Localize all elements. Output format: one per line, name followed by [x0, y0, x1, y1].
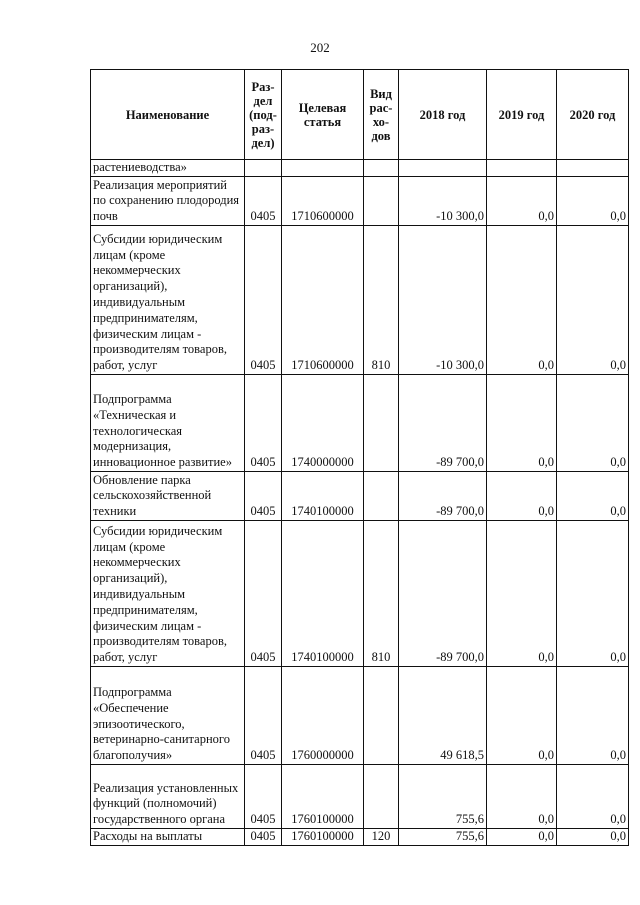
row-2020: 0,0: [557, 667, 629, 765]
row-2019: [487, 160, 557, 177]
row-2020: 0,0: [557, 472, 629, 521]
row-2020: 0,0: [557, 765, 629, 829]
row-target: 1760100000: [282, 765, 364, 829]
row-2018: [399, 160, 487, 177]
row-expense-type: [364, 375, 399, 472]
row-target: 1740100000: [282, 472, 364, 521]
header-2018: 2018 год: [399, 70, 487, 160]
table-row: [91, 829, 629, 846]
row-target: 1710600000: [282, 177, 364, 226]
row-expense-type: 810: [364, 226, 399, 375]
row-target: [282, 160, 364, 177]
table-row: [91, 160, 629, 177]
row-section: 0405: [245, 472, 282, 521]
row-section: 0405: [245, 667, 282, 765]
row-2018: -89 700,0: [399, 472, 487, 521]
header-name: Наименование: [91, 70, 245, 160]
header-expense-type: Вид рас- хо- дов: [364, 70, 399, 160]
row-2020: 0,0: [557, 177, 629, 226]
row-2019: 0,0: [487, 829, 557, 846]
row-2019: 0,0: [487, 667, 557, 765]
row-2019: 0,0: [487, 765, 557, 829]
row-2020: 0,0: [557, 226, 629, 375]
row-expense-type: [364, 160, 399, 177]
row-name: Реализация мероприятий по сохранению плодородия почв: [91, 177, 245, 226]
row-2018: -89 700,0: [399, 521, 487, 667]
table-header-row: [91, 70, 629, 160]
row-target: 1710600000: [282, 226, 364, 375]
row-2020: [557, 160, 629, 177]
row-2019: 0,0: [487, 521, 557, 667]
row-expense-type: [364, 667, 399, 765]
table-row: [91, 667, 629, 765]
row-name: Подпрограмма «Техническая и технологическая модернизация, инновационное развитие»: [91, 375, 245, 472]
table-row: [91, 177, 629, 226]
header-2020: 2020 год: [557, 70, 629, 160]
row-expense-type: 120: [364, 829, 399, 846]
row-target: 1760000000: [282, 667, 364, 765]
row-expense-type: [364, 765, 399, 829]
page-number: 202: [310, 40, 330, 55]
header-target: Целевая статья: [282, 70, 364, 160]
row-name: Обновление парка сельскохозяйственной техники: [91, 472, 245, 521]
row-2019: 0,0: [487, 226, 557, 375]
row-section: [245, 160, 282, 177]
row-2018: -10 300,0: [399, 177, 487, 226]
row-2020: 0,0: [557, 829, 629, 846]
row-2018: -10 300,0: [399, 226, 487, 375]
row-section: 0405: [245, 226, 282, 375]
row-name: Расходы на выплаты: [91, 829, 245, 846]
row-2020: 0,0: [557, 521, 629, 667]
row-2020: 0,0: [557, 375, 629, 472]
row-name: растениеводства»: [91, 160, 245, 177]
table-row: [91, 375, 629, 472]
row-expense-type: 810: [364, 521, 399, 667]
row-name: Реализация установленных функций (полномочий) государственного органа: [91, 765, 245, 829]
row-target: 1760100000: [282, 829, 364, 846]
row-2018: 49 618,5: [399, 667, 487, 765]
row-target: 1740000000: [282, 375, 364, 472]
row-expense-type: [364, 472, 399, 521]
table-row: [91, 521, 629, 667]
row-section: 0405: [245, 177, 282, 226]
row-2018: 755,6: [399, 829, 487, 846]
row-section: 0405: [245, 375, 282, 472]
row-section: 0405: [245, 765, 282, 829]
row-section: 0405: [245, 521, 282, 667]
row-name: Подпрограмма «Обеспечение эпизоотического, ветеринарно-санитарного благополучия»: [91, 667, 245, 765]
row-2019: 0,0: [487, 177, 557, 226]
row-section: 0405: [245, 829, 282, 846]
row-2019: 0,0: [487, 375, 557, 472]
row-2019: 0,0: [487, 472, 557, 521]
row-2018: 755,6: [399, 765, 487, 829]
row-2018: -89 700,0: [399, 375, 487, 472]
row-name: Субсидии юридическим лицам (кроме некоммерческих организаций), индивидуальным предпринимателям, физическим лицам - производителям товаров, работ, услуг: [91, 226, 245, 375]
table-row: [91, 472, 629, 521]
header-2019: 2019 год: [487, 70, 557, 160]
table-row: [91, 765, 629, 829]
header-section: Раз- дел (под- раз- дел): [245, 70, 282, 160]
table-row: [91, 226, 629, 375]
row-target: 1740100000: [282, 521, 364, 667]
row-name: Субсидии юридическим лицам (кроме некоммерческих организаций), индивидуальным предпринимателям, физическим лицам - производителям товаров, работ, услуг: [91, 521, 245, 667]
budget-table: [90, 69, 629, 846]
row-expense-type: [364, 177, 399, 226]
